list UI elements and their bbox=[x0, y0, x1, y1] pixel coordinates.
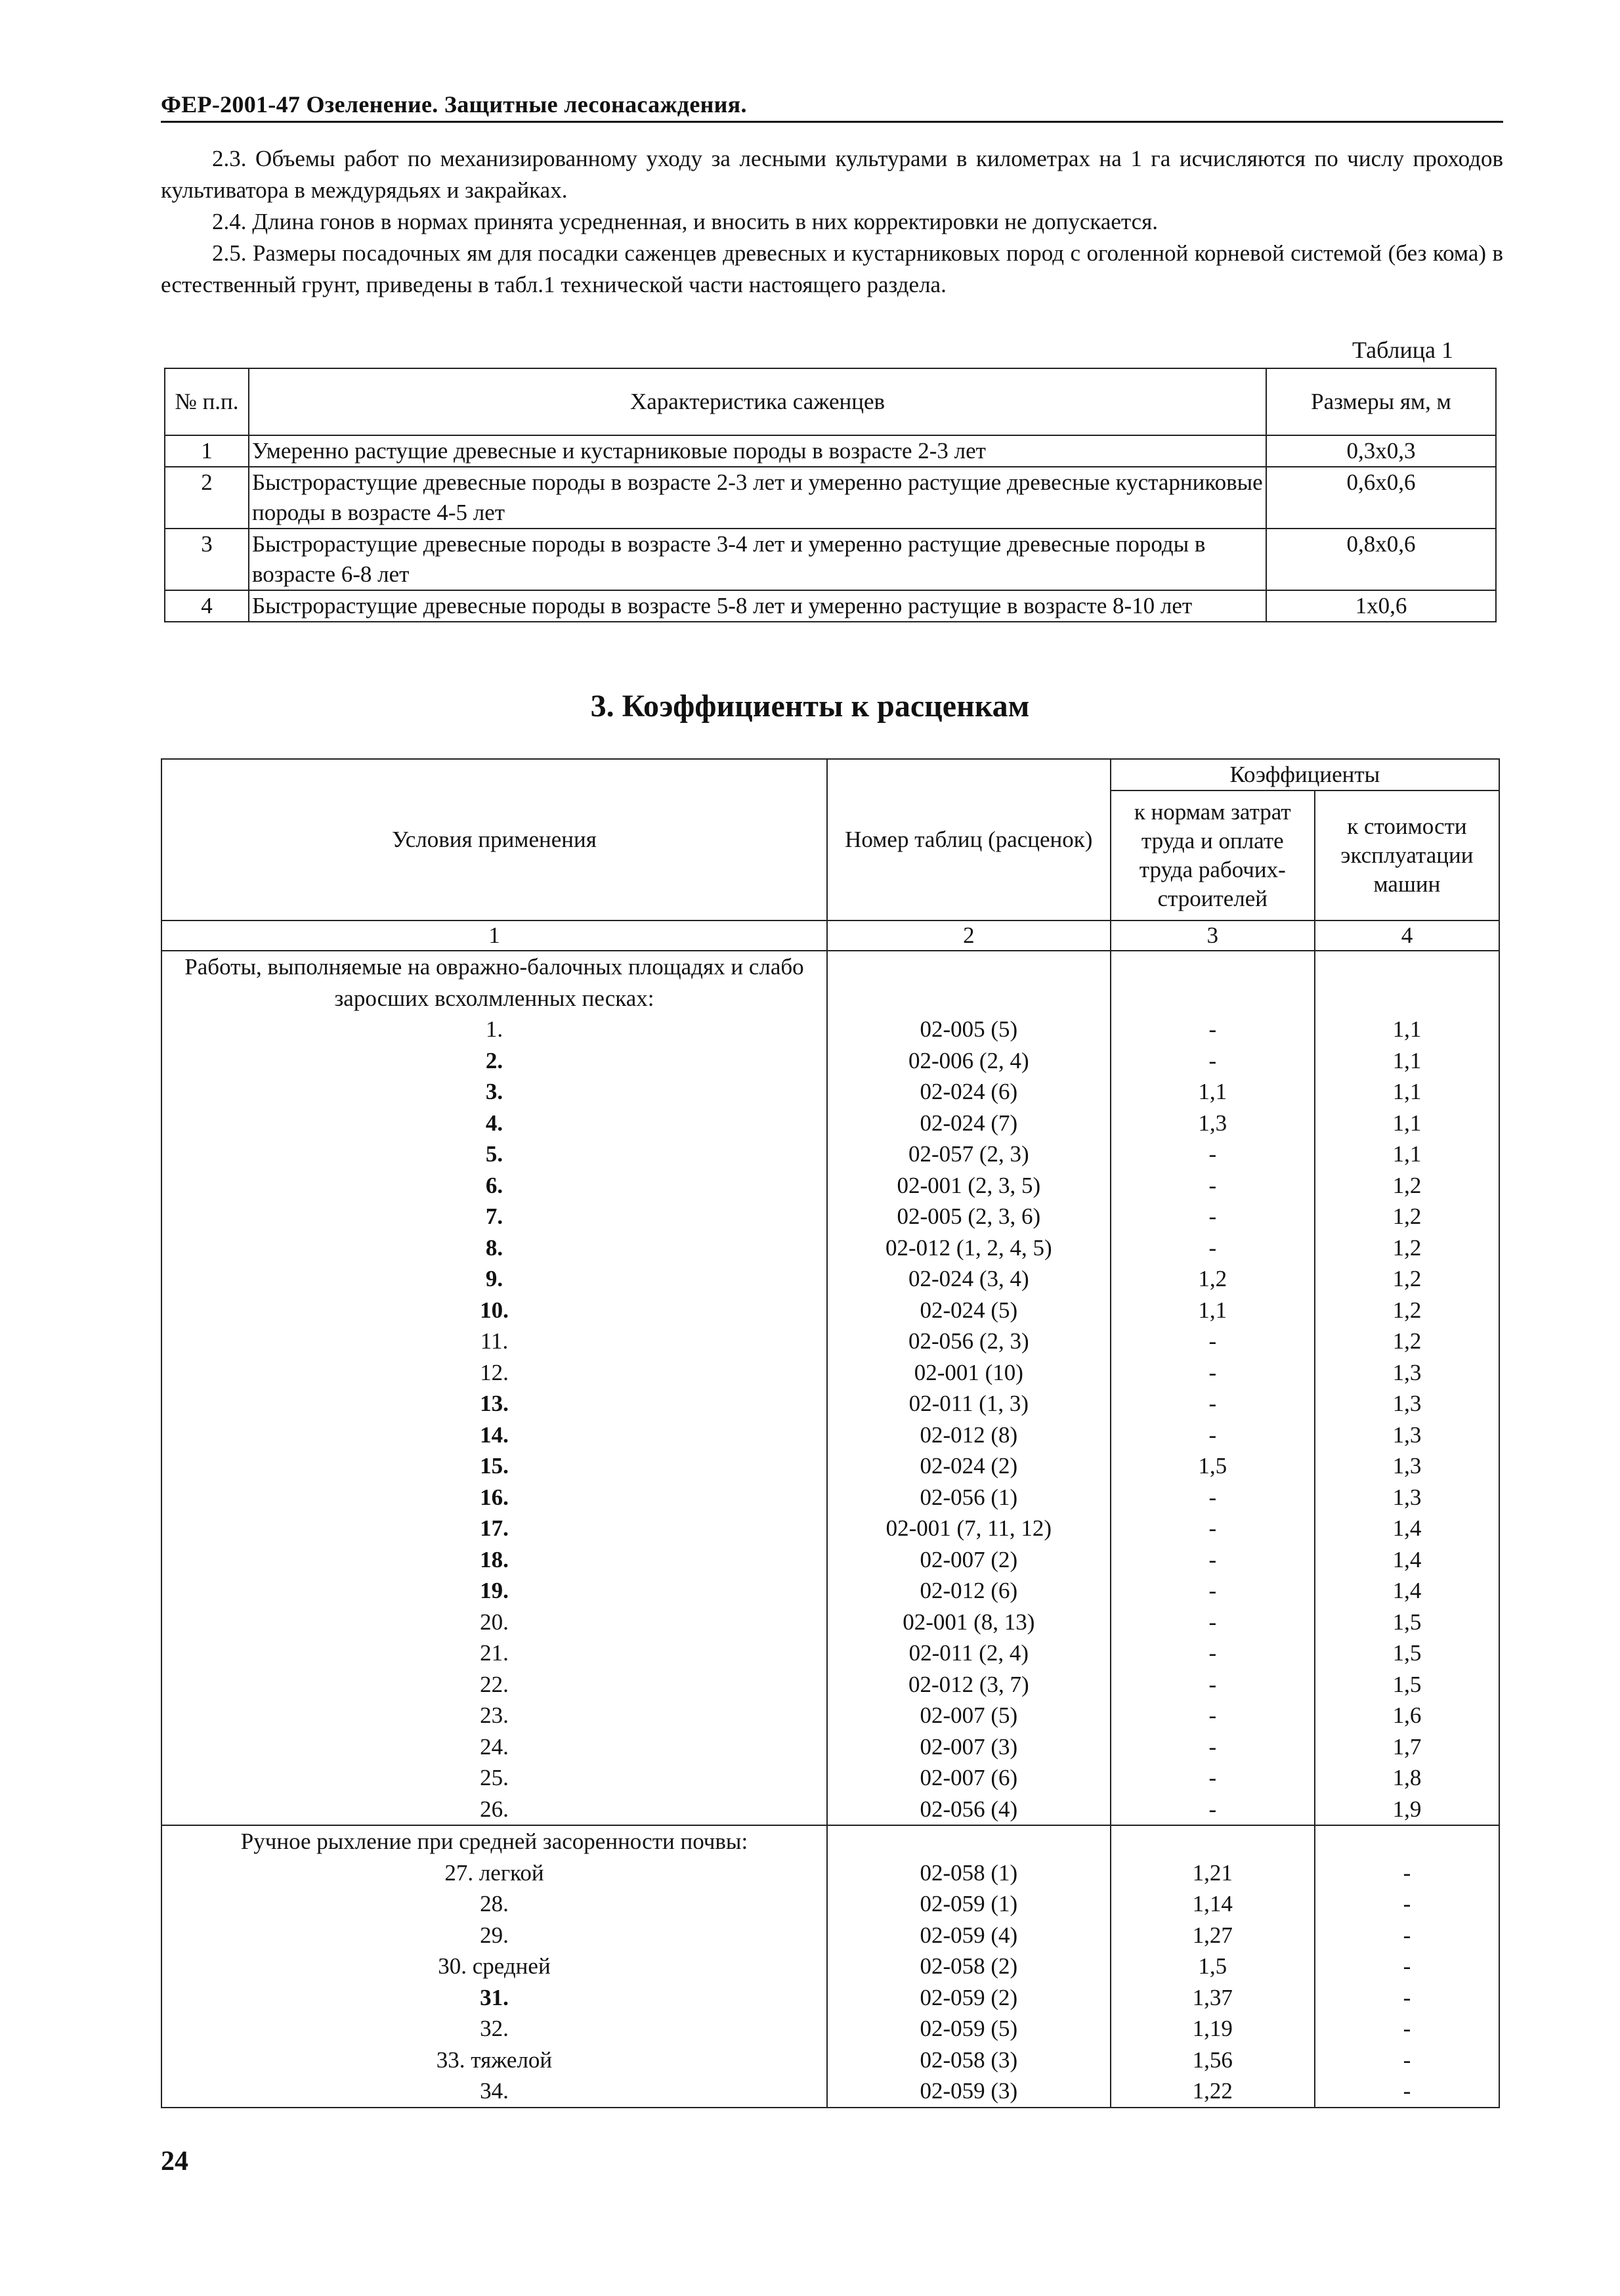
row-table-no: 02-056 (1) bbox=[827, 1482, 1111, 1513]
row-coef-labor: - bbox=[1111, 1419, 1315, 1451]
row-table-no: 02-024 (6) bbox=[827, 1076, 1111, 1108]
row-coef-labor: - bbox=[1111, 1138, 1315, 1170]
row-table-no: 02-007 (3) bbox=[827, 1731, 1111, 1763]
table1-header-size: Размеры ям, м bbox=[1266, 368, 1496, 435]
row-coef-machines: 1,5 bbox=[1315, 1637, 1499, 1669]
row-coef-labor: - bbox=[1111, 1045, 1315, 1077]
row-table-no: 02-012 (3, 7) bbox=[827, 1669, 1111, 1700]
row-coef-machines: 1,1 bbox=[1315, 1014, 1499, 1045]
row-num: 3 bbox=[165, 529, 249, 590]
empty-cell bbox=[1315, 1825, 1499, 1857]
row-coef-machines: 1,3 bbox=[1315, 1388, 1499, 1419]
empty-cell bbox=[1111, 951, 1315, 1014]
row-table-no: 02-056 (2, 3) bbox=[827, 1326, 1111, 1357]
row-coef-labor: 1,3 bbox=[1111, 1108, 1315, 1139]
row-coef-machines: 1,3 bbox=[1315, 1419, 1499, 1451]
table-row bbox=[165, 435, 1496, 467]
row-condition: 32. bbox=[161, 2013, 827, 2045]
row-table-no: 02-024 (5) bbox=[827, 1295, 1111, 1326]
row-table-no: 02-001 (8, 13) bbox=[827, 1607, 1111, 1638]
row-condition: 31. bbox=[161, 1982, 827, 2014]
col-number: 4 bbox=[1315, 921, 1499, 951]
row-table-no: 02-024 (3, 4) bbox=[827, 1263, 1111, 1295]
row-coef-labor: 1,37 bbox=[1111, 1982, 1315, 2014]
row-coef-machines: - bbox=[1315, 1920, 1499, 1951]
table-row bbox=[161, 1108, 1499, 1139]
row-coef-machines: - bbox=[1315, 1982, 1499, 2014]
table-row bbox=[161, 1295, 1499, 1326]
row-coef-labor: - bbox=[1111, 1326, 1315, 1357]
table-row bbox=[161, 1450, 1499, 1482]
row-table-no: 02-059 (2) bbox=[827, 1982, 1111, 2014]
coefficients-table bbox=[161, 758, 1500, 2108]
row-size: 0,8х0,6 bbox=[1266, 529, 1496, 590]
table-row bbox=[161, 1045, 1499, 1077]
row-coef-labor: 1,21 bbox=[1111, 1857, 1315, 1889]
row-condition: 25. bbox=[161, 1762, 827, 1794]
col-number: 2 bbox=[827, 921, 1111, 951]
row-table-no: 02-011 (2, 4) bbox=[827, 1637, 1111, 1669]
row-coef-machines: 1,2 bbox=[1315, 1232, 1499, 1264]
row-condition: 8. bbox=[161, 1232, 827, 1264]
row-coef-machines: 1,2 bbox=[1315, 1201, 1499, 1232]
paragraph-2-3: 2.3. Объемы работ по механизированному уходу за лесными культурами в километрах на 1 га исчисляются по числу проходов культиватора в междурядьях и закрайках. bbox=[161, 146, 1503, 203]
row-coef-machines: 1,4 bbox=[1315, 1513, 1499, 1544]
row-table-no: 02-059 (3) bbox=[827, 2075, 1111, 2108]
row-table-no: 02-001 (10) bbox=[827, 1357, 1111, 1389]
row-num: 1 bbox=[165, 435, 249, 467]
table-row bbox=[161, 1076, 1499, 1108]
row-table-no: 02-001 (2, 3, 5) bbox=[827, 1170, 1111, 1202]
row-table-no: 02-024 (7) bbox=[827, 1108, 1111, 1139]
group-label: Ручное рыхление при средней засоренности почвы: bbox=[161, 1825, 827, 1857]
row-coef-machines: 1,2 bbox=[1315, 1263, 1499, 1295]
row-coef-labor: - bbox=[1111, 1201, 1315, 1232]
row-coef-machines: 1,6 bbox=[1315, 1700, 1499, 1731]
group-label: Работы, выполняемые на овражно-балочных площадях и слабо заросших всхолмленных песках: bbox=[161, 951, 827, 1014]
row-condition: 15. bbox=[161, 1450, 827, 1482]
row-table-no: 02-006 (2, 4) bbox=[827, 1045, 1111, 1077]
row-coef-machines: 1,5 bbox=[1315, 1607, 1499, 1638]
table-row bbox=[161, 1388, 1499, 1419]
row-table-no: 02-001 (7, 11, 12) bbox=[827, 1513, 1111, 1544]
col-number: 1 bbox=[161, 921, 827, 951]
row-condition: 2. bbox=[161, 1045, 827, 1077]
row-coef-machines: 1,8 bbox=[1315, 1762, 1499, 1794]
row-table-no: 02-057 (2, 3) bbox=[827, 1138, 1111, 1170]
table-row bbox=[161, 1920, 1499, 1951]
row-coef-labor: 1,1 bbox=[1111, 1295, 1315, 1326]
page-number: 24 bbox=[161, 2146, 188, 2177]
table-row bbox=[161, 1232, 1499, 1264]
table-row bbox=[161, 2075, 1499, 2108]
table-row bbox=[161, 1357, 1499, 1389]
row-table-no: 02-012 (1, 2, 4, 5) bbox=[827, 1232, 1111, 1264]
row-table-no: 02-059 (4) bbox=[827, 1920, 1111, 1951]
row-table-no: 02-012 (6) bbox=[827, 1575, 1111, 1607]
empty-cell bbox=[827, 951, 1111, 1014]
row-coef-machines: 1,1 bbox=[1315, 1138, 1499, 1170]
row-coef-labor: - bbox=[1111, 1482, 1315, 1513]
table-row bbox=[161, 1637, 1499, 1669]
row-coef-labor: - bbox=[1111, 1388, 1315, 1419]
row-coef-machines: 1,3 bbox=[1315, 1482, 1499, 1513]
header-coefficients: Коэффициенты bbox=[1111, 759, 1499, 791]
row-coef-labor: - bbox=[1111, 1575, 1315, 1607]
table-row bbox=[161, 1326, 1499, 1357]
row-coef-labor: - bbox=[1111, 1014, 1315, 1045]
row-condition: 12. bbox=[161, 1357, 827, 1389]
row-condition: 6. bbox=[161, 1170, 827, 1202]
row-table-no: 02-058 (3) bbox=[827, 2045, 1111, 2076]
section-title: 3. Коэффициенты к расценкам bbox=[590, 689, 1030, 724]
row-condition: 3. bbox=[161, 1076, 827, 1108]
row-coef-machines: 1,9 bbox=[1315, 1794, 1499, 1826]
row-coef-machines: 1,4 bbox=[1315, 1575, 1499, 1607]
table-row bbox=[161, 1263, 1499, 1295]
row-condition: 14. bbox=[161, 1419, 827, 1451]
row-table-no: 02-007 (6) bbox=[827, 1762, 1111, 1794]
empty-cell bbox=[1111, 1825, 1315, 1857]
header-conditions: Условия применения bbox=[161, 759, 827, 921]
row-coef-labor: 1,5 bbox=[1111, 1951, 1315, 1982]
row-table-no: 02-007 (2) bbox=[827, 1544, 1111, 1576]
row-table-no: 02-024 (2) bbox=[827, 1450, 1111, 1482]
table-row bbox=[161, 1575, 1499, 1607]
row-condition: 22. bbox=[161, 1669, 827, 1700]
row-num: 2 bbox=[165, 467, 249, 529]
row-char: Быстрорастущие древесные породы в возрасте 5-8 лет и умеренно растущие в возрасте 8-10 лет bbox=[249, 590, 1266, 622]
row-table-no: 02-007 (5) bbox=[827, 1700, 1111, 1731]
row-condition: 34. bbox=[161, 2075, 827, 2108]
row-coef-machines: 1,3 bbox=[1315, 1357, 1499, 1389]
table-row bbox=[161, 1762, 1499, 1794]
table-row bbox=[161, 2013, 1499, 2045]
row-condition: 30. средней bbox=[161, 1951, 827, 1982]
table1-header-num: № п.п. bbox=[165, 368, 249, 435]
row-coef-labor: 1,5 bbox=[1111, 1450, 1315, 1482]
row-coef-labor: - bbox=[1111, 1669, 1315, 1700]
row-coef-labor: 1,22 bbox=[1111, 2075, 1315, 2108]
row-condition: 27. легкой bbox=[161, 1857, 827, 1889]
table2-header-row bbox=[161, 759, 1499, 791]
row-size: 0,6х0,6 bbox=[1266, 467, 1496, 529]
row-coef-labor: - bbox=[1111, 1762, 1315, 1794]
table-row bbox=[161, 1170, 1499, 1202]
paragraph-2-4: 2.4. Длина гонов в нормах принята усредненная, и вносить в них корректировки не допускается. bbox=[212, 209, 1159, 234]
row-table-no: 02-059 (1) bbox=[827, 1888, 1111, 1920]
row-coef-machines: 1,2 bbox=[1315, 1295, 1499, 1326]
table-row bbox=[161, 1669, 1499, 1700]
row-size: 0,3х0,3 bbox=[1266, 435, 1496, 467]
row-condition: 5. bbox=[161, 1138, 827, 1170]
row-coef-labor: 1,27 bbox=[1111, 1920, 1315, 1951]
row-coef-labor: 1,19 bbox=[1111, 2013, 1315, 2045]
row-coef-labor: 1,14 bbox=[1111, 1888, 1315, 1920]
row-table-no: 02-056 (4) bbox=[827, 1794, 1111, 1826]
row-table-no: 02-059 (5) bbox=[827, 2013, 1111, 2045]
row-coef-labor: - bbox=[1111, 1170, 1315, 1202]
row-coef-labor: - bbox=[1111, 1637, 1315, 1669]
row-condition: 29. bbox=[161, 1920, 827, 1951]
row-char: Быстрорастущие древесные породы в возрасте 3-4 лет и умеренно растущие древесные породы в возрасте 6-8 лет bbox=[249, 529, 1266, 590]
row-condition: 19. bbox=[161, 1575, 827, 1607]
row-condition: 1. bbox=[161, 1014, 827, 1045]
row-coef-labor: 1,2 bbox=[1111, 1263, 1315, 1295]
row-condition: 16. bbox=[161, 1482, 827, 1513]
table-row bbox=[161, 1731, 1499, 1763]
row-table-no: 02-011 (1, 3) bbox=[827, 1388, 1111, 1419]
row-coef-machines: - bbox=[1315, 2045, 1499, 2076]
table-row bbox=[161, 1700, 1499, 1731]
table-row bbox=[165, 590, 1496, 622]
row-coef-labor: 1,56 bbox=[1111, 2045, 1315, 2076]
row-num: 4 bbox=[165, 590, 249, 622]
table-row bbox=[161, 1951, 1499, 1982]
table-row bbox=[161, 1482, 1499, 1513]
row-coef-labor: - bbox=[1111, 1731, 1315, 1763]
row-coef-labor: - bbox=[1111, 1232, 1315, 1264]
row-coef-labor: - bbox=[1111, 1357, 1315, 1389]
row-coef-machines: 1,3 bbox=[1315, 1450, 1499, 1482]
row-condition: 26. bbox=[161, 1794, 827, 1826]
row-condition: 11. bbox=[161, 1326, 827, 1357]
row-coef-machines: 1,1 bbox=[1315, 1076, 1499, 1108]
table1 bbox=[164, 368, 1497, 622]
table-row bbox=[161, 1888, 1499, 1920]
table1-caption: Таблица 1 bbox=[1352, 337, 1453, 363]
row-coef-machines: - bbox=[1315, 1857, 1499, 1889]
table-row bbox=[161, 1513, 1499, 1544]
table-row bbox=[161, 1201, 1499, 1232]
paragraph-2-5: 2.5. Размеры посадочных ям для посадки саженцев древесных и кустарниковых пород с оголенной корневой системой (без кома) в естественный грунт, приведены в табл.1 технической части настоящего раздела. bbox=[161, 240, 1503, 297]
row-table-no: 02-005 (5) bbox=[827, 1014, 1111, 1045]
table-row bbox=[161, 1857, 1499, 1889]
row-condition: 23. bbox=[161, 1700, 827, 1731]
row-char: Умеренно растущие древесные и кустарниковые породы в возрасте 2-3 лет bbox=[249, 435, 1266, 467]
row-coef-labor: - bbox=[1111, 1607, 1315, 1638]
row-coef-machines: - bbox=[1315, 1951, 1499, 1982]
table-row bbox=[161, 1982, 1499, 2014]
row-coef-machines: 1,2 bbox=[1315, 1170, 1499, 1202]
row-condition: 28. bbox=[161, 1888, 827, 1920]
table-row bbox=[161, 2045, 1499, 2076]
row-condition: 4. bbox=[161, 1108, 827, 1139]
column-numbers-row bbox=[161, 921, 1499, 951]
row-coef-labor: 1,1 bbox=[1111, 1076, 1315, 1108]
empty-cell bbox=[827, 1825, 1111, 1857]
row-condition: 9. bbox=[161, 1263, 827, 1295]
table1-header-row bbox=[165, 368, 1496, 435]
row-condition: 20. bbox=[161, 1607, 827, 1638]
header-labor: к нормам затрат труда и оплате труда рабочих-строителей bbox=[1111, 791, 1315, 921]
row-coef-labor: - bbox=[1111, 1700, 1315, 1731]
table-row bbox=[165, 467, 1496, 529]
row-condition: 13. bbox=[161, 1388, 827, 1419]
row-coef-labor: - bbox=[1111, 1513, 1315, 1544]
table-row bbox=[161, 1544, 1499, 1576]
row-coef-machines: - bbox=[1315, 1888, 1499, 1920]
row-coef-machines: - bbox=[1315, 2075, 1499, 2108]
header-table-no: Номер таблиц (расценок) bbox=[827, 759, 1111, 921]
row-condition: 17. bbox=[161, 1513, 827, 1544]
group-row-ravine bbox=[161, 951, 1499, 1014]
row-coef-labor: - bbox=[1111, 1544, 1315, 1576]
group-row-manual-loosening bbox=[161, 1825, 1499, 1857]
table-row bbox=[161, 1794, 1499, 1826]
table-row bbox=[161, 1138, 1499, 1170]
row-size: 1х0,6 bbox=[1266, 590, 1496, 622]
row-char: Быстрорастущие древесные породы в возрасте 2-3 лет и умеренно растущие древесные кустарниковые породы в возрасте 4-5 лет bbox=[249, 467, 1266, 529]
table-row bbox=[161, 1014, 1499, 1045]
row-coef-machines: 1,5 bbox=[1315, 1669, 1499, 1700]
page-header: ФЕР-2001-47 Озеленение. Защитные лесонасаждения. bbox=[161, 91, 1503, 123]
col-number: 3 bbox=[1111, 921, 1315, 951]
row-table-no: 02-012 (8) bbox=[827, 1419, 1111, 1451]
table1-header-char: Характеристика саженцев bbox=[249, 368, 1266, 435]
row-condition: 7. bbox=[161, 1201, 827, 1232]
row-coef-machines: 1,1 bbox=[1315, 1108, 1499, 1139]
row-coef-machines: 1,1 bbox=[1315, 1045, 1499, 1077]
header-machines: к стоимости эксплуатации машин bbox=[1315, 791, 1499, 921]
row-coef-machines: 1,7 bbox=[1315, 1731, 1499, 1763]
row-table-no: 02-005 (2, 3, 6) bbox=[827, 1201, 1111, 1232]
row-condition: 33. тяжелой bbox=[161, 2045, 827, 2076]
row-table-no: 02-058 (2) bbox=[827, 1951, 1111, 1982]
row-condition: 24. bbox=[161, 1731, 827, 1763]
row-coef-machines: - bbox=[1315, 2013, 1499, 2045]
table-row bbox=[165, 529, 1496, 590]
table-row bbox=[161, 1607, 1499, 1638]
row-coef-labor: - bbox=[1111, 1794, 1315, 1826]
table-row bbox=[161, 1419, 1499, 1451]
empty-cell bbox=[1315, 951, 1499, 1014]
row-condition: 10. bbox=[161, 1295, 827, 1326]
row-coef-machines: 1,2 bbox=[1315, 1326, 1499, 1357]
row-condition: 21. bbox=[161, 1637, 827, 1669]
row-condition: 18. bbox=[161, 1544, 827, 1576]
row-table-no: 02-058 (1) bbox=[827, 1857, 1111, 1889]
row-coef-machines: 1,4 bbox=[1315, 1544, 1499, 1576]
